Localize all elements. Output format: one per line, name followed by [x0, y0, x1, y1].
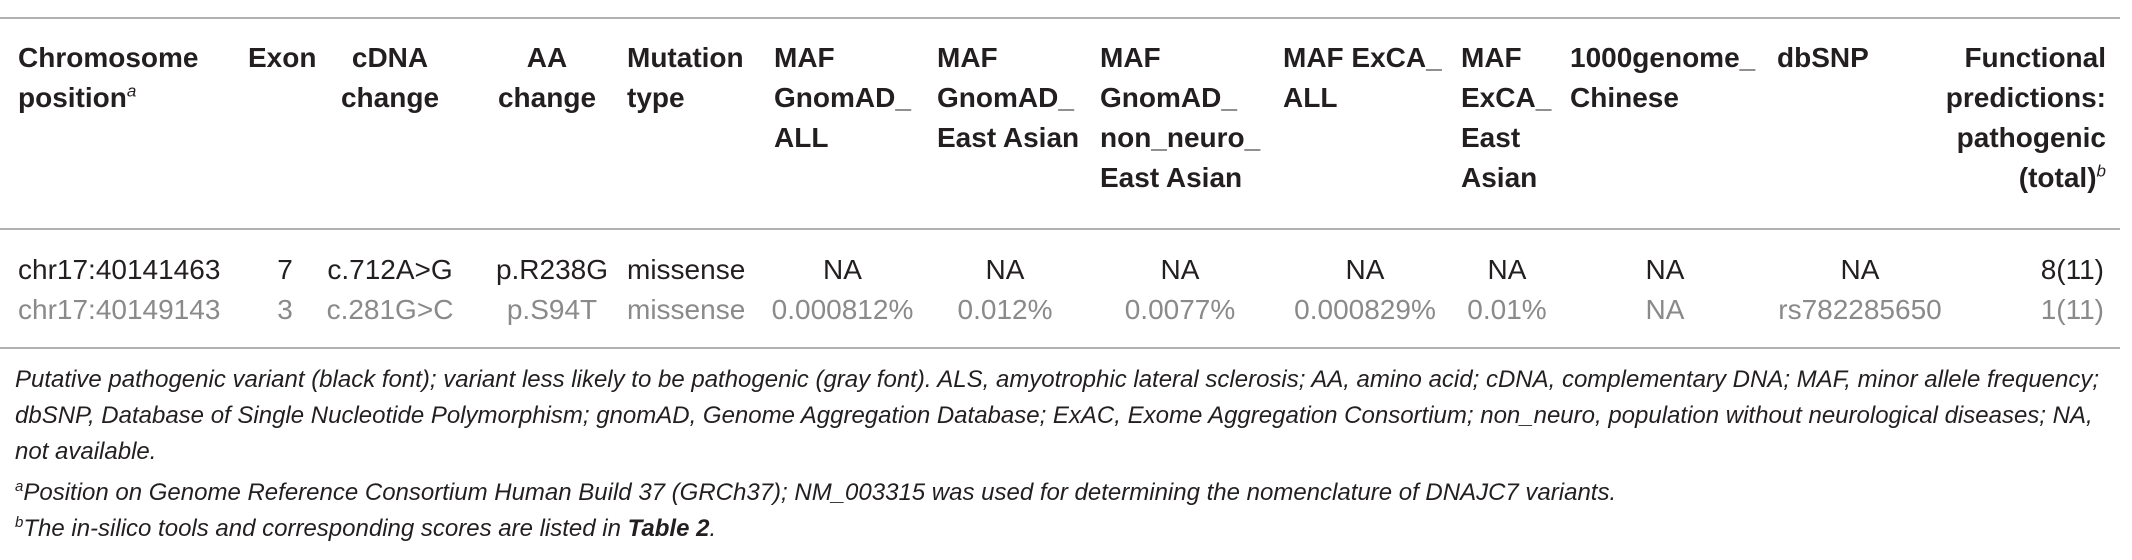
- table-footnote-a: [15, 475, 2120, 511]
- row1-dbsnp: NA: [1840, 254, 1880, 285]
- table-footnote-main: Putative pathogenic variant (black font); variant less likely to be pathogenic (gray font). ALS, amyotrophic lateral sclerosis; AA, amino acid; cDNA, complementary DNA; MAF, minor allele frequency; dbSNP, Database of Single Nucleotide Polymorphism; gnomAD, Genome Aggregation Database; ExAC, Exome Aggregation Consortium; non_neuro, population without neurological diseases; NA, not available.: [15, 366, 2100, 465]
- header-chromosome-position: Chromosome position$^a$: [18, 42, 199, 113]
- header-maf-gnomad-nonneuro-east-asian: MAF GnomAD_ non_neuro_ East Asian: [1100, 42, 1261, 193]
- table-footnote-b: [15, 511, 2120, 547]
- table-2-link[interactable]: Table 2: [627, 515, 710, 542]
- table-top-rule: [0, 17, 2120, 19]
- table-bottom-rule: [0, 347, 2120, 349]
- header-maf-exca-all: MAF ExCA_ ALL: [1283, 42, 1442, 113]
- row2-maf-exca-east-asian: 0.01%: [1467, 294, 1547, 325]
- row1-exon: 7: [277, 254, 293, 285]
- row2-maf-gnomad-all: 0.000812%: [771, 294, 914, 325]
- footnote-b-period: .: [709, 515, 717, 542]
- row2-maf-gnomad-nonneuro-east-asian: 0.0077%: [1124, 294, 1236, 325]
- row1-cdna-change: c.712A>G: [327, 254, 453, 285]
- header-aa-change: AA change: [497, 42, 597, 113]
- header-exon: Exon: [248, 42, 317, 73]
- header-dbsnp: dbSNP: [1777, 42, 1869, 73]
- row1-chromosome-position: chr17:40141463: [18, 254, 221, 285]
- header-functional-predictions: Functional predictions: pathogenic (total)$^b$: [1945, 42, 2106, 193]
- header-maf-exca-east-asian: MAF ExCA_ East Asian: [1461, 42, 1552, 193]
- header-1000genome-chinese: 1000genome_ Chinese: [1570, 42, 1756, 113]
- row2-functional-predictions: 1(11): [2040, 294, 2104, 325]
- row1-aa-change: p.R238G: [495, 254, 609, 285]
- table-header-rule: [0, 228, 2120, 230]
- row1-maf-gnomad-all: NA: [823, 254, 862, 285]
- footnote-b-text: The in-silico tools and corresponding scores are listed in: [23, 515, 628, 542]
- row2-chromosome-position: chr17:40149143: [18, 294, 221, 325]
- footnote-a-text: Position on Genome Reference Consortium Human Build 37 (GRCh37); NM_003315 was used for determining the nomenclature of DNAJC7 variants.: [23, 479, 1617, 506]
- row2-1000genome-chinese: NA: [1645, 294, 1685, 325]
- row1-maf-gnomad-east-asian: NA: [985, 254, 1025, 285]
- row2-exon: 3: [277, 294, 293, 325]
- row2-mutation-type: missense: [627, 294, 746, 325]
- footnote-a-marker: a: [15, 478, 24, 495]
- row2-dbsnp: rs782285650: [1778, 294, 1942, 325]
- row1-1000genome-chinese: NA: [1645, 254, 1685, 285]
- row1-maf-exca-east-asian: NA: [1487, 254, 1527, 285]
- header-cdna-change: cDNA change: [340, 42, 440, 113]
- row1-maf-exca-all: NA: [1345, 254, 1385, 285]
- row2-aa-change: p.S94T: [506, 294, 598, 325]
- row1-mutation-type: missense: [627, 254, 746, 285]
- row1-functional-predictions: 8(11): [2040, 254, 2104, 285]
- header-maf-gnomad-all: MAF GnomAD_ ALL: [774, 42, 911, 153]
- row2-maf-exca-all: 0.000829%: [1294, 294, 1436, 325]
- footnote-b-marker: b: [15, 514, 24, 531]
- row2-maf-gnomad-east-asian: 0.012%: [957, 294, 1053, 325]
- header-mutation-type: Mutation type: [627, 42, 744, 113]
- row1-maf-gnomad-nonneuro-east-asian: NA: [1160, 254, 1200, 285]
- header-maf-gnomad-east-asian: MAF GnomAD_ East Asian: [937, 42, 1080, 153]
- row2-cdna-change: c.281G>C: [326, 294, 454, 325]
